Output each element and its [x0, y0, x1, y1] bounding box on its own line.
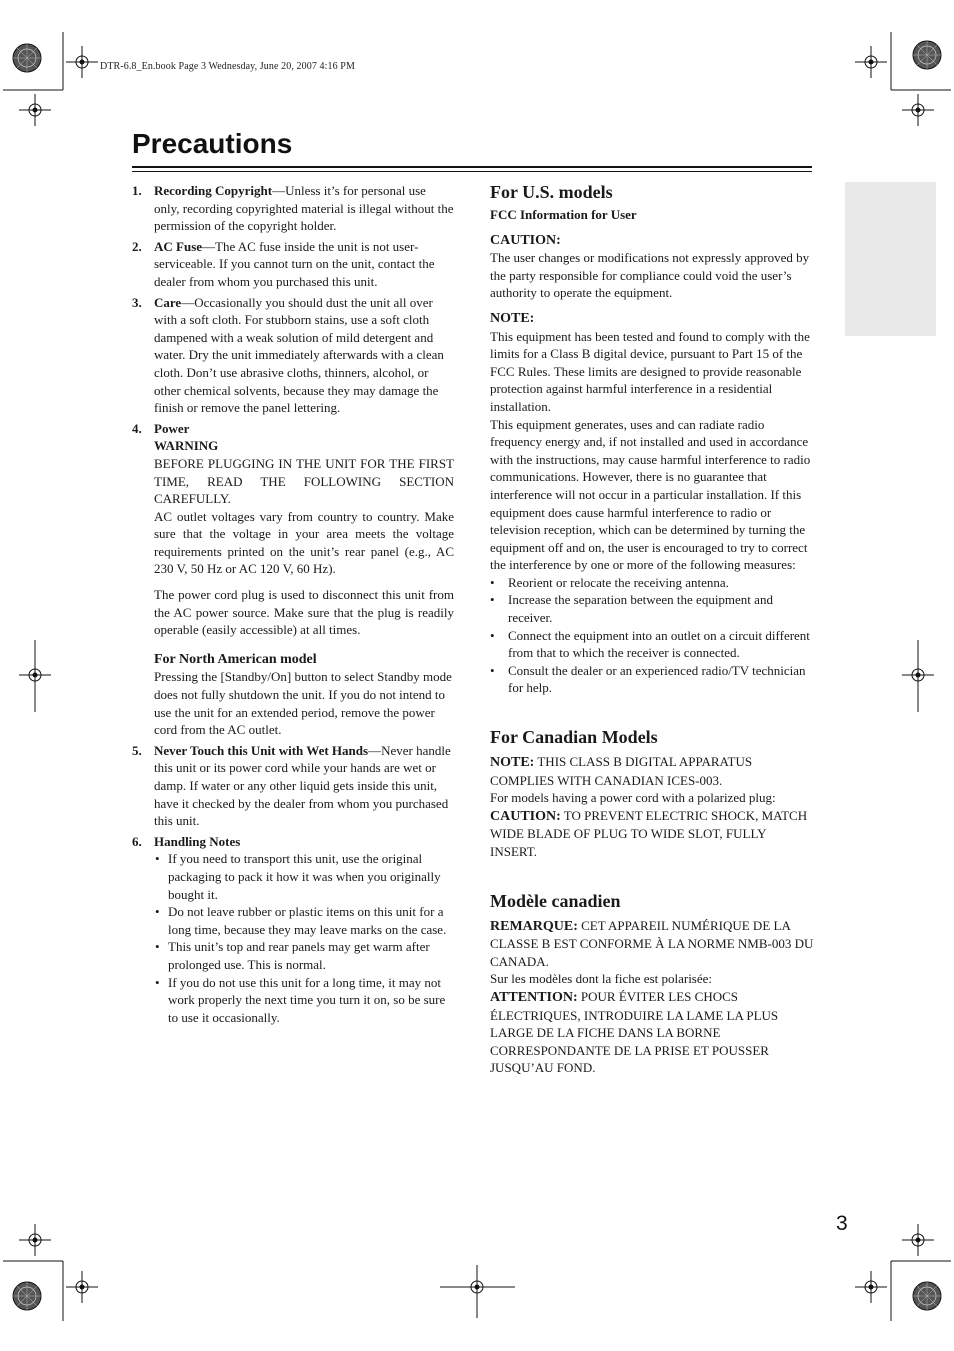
- item-text: —Unless it’s for personal use only, recording copyrighted material is illegal without the permission of the copyright holder.: [154, 183, 454, 234]
- list-item: • Consult the dealer or an experienced radio/TV technician for help.: [490, 662, 806, 696]
- item-number: 1.: [132, 183, 142, 198]
- attention-label: ATTENTION:: [490, 989, 578, 1005]
- us-note-heading: NOTE:: [490, 310, 535, 326]
- canadian-models-section: [490, 725, 814, 861]
- book-slug: DTR-6.8_En.book Page 3 Wednesday, June 20, 2007 4:16 PM: [100, 61, 355, 72]
- list-item: • Do not leave rubber or plastic items on this unit for a long time, because they may leave marks on the case.: [155, 904, 447, 937]
- canada-note-text: THIS CLASS B DIGITAL APPARATUS COMPLIES WITH CANADIAN ICES-003.: [490, 754, 753, 788]
- item-number: 2.: [132, 238, 142, 254]
- north-american-heading: For North American model: [154, 651, 317, 667]
- remarque-text: CET APPAREIL NUMÉRIQUE DE LA CLASSE B EST CONFORME À LA NORME NMB-003 DU CANADA.: [490, 917, 814, 969]
- us-note-text-1: This equipment has been tested and found to comply with the limits for a Class B digital device, pursuant to Part 15 of the FCC Rules. These limits are designed to provide reasonable protection against harmful interference in a residential installation.: [490, 328, 810, 414]
- modele-canadien-section: [490, 889, 814, 1077]
- us-models-section: [490, 180, 814, 697]
- attention-text: POUR ÉVITER LES CHOCS ÉLECTRIQUES, INTRODUIRE LA LAME LA PLUS LARGE DE LA FICHE DANS LA BORNE CORRESPONDANTE DE LA PRISE ET POUSSER JUSQU’AU FOND.: [490, 988, 779, 1076]
- list-item: • Reorient or relocate the receiving antenna.: [490, 574, 729, 590]
- remarque-label: REMARQUE:: [490, 918, 578, 934]
- cord-text: The power cord plug is used to disconnect this unit from the AC power source. Make sure that the plug is readily operable (easily accessible) at all times.: [154, 587, 454, 638]
- canada-caution-text: TO PREVENT ELECTRIC SHOCK, MATCH WIDE BLADE OF PLUG TO WIDE SLOT, FULLY INSERT.: [490, 807, 808, 859]
- title-rule-thick: [132, 166, 812, 168]
- warning-heading: WARNING: [154, 438, 219, 454]
- us-note-text-2: This equipment generates, uses and can radiate radio frequency energy and, if not installed and used in accordance with the instructions, may cause harmful interference to radio communications. However, there is no guarantee that interference will not occur in a particular installation. If this equipment does cause harmful interference to radio or television reception, which can be determined by turning the equipment off and on, the user is encouraged to try to correct the interference by one or more of the following measures:: [490, 416, 811, 573]
- us-caution-heading: CAUTION:: [490, 232, 561, 248]
- item-number: 4.: [132, 420, 142, 436]
- warning-text: BEFORE PLUGGING IN THE UNIT FOR THE FIRST TIME, READ THE FOLLOWING SECTION CAREFULLY.: [154, 455, 454, 507]
- us-caution-text: The user changes or modifications not expressly approved by the party responsible for compliance could void the user’s authority to operate the equipment.: [490, 250, 810, 301]
- list-item: • Increase the separation between the equipment and receiver.: [490, 592, 773, 626]
- canada-note-label: NOTE:: [490, 755, 535, 771]
- item-title: Power: [154, 420, 190, 436]
- item-title: Recording Copyright: [154, 183, 273, 198]
- item-title: Care: [154, 294, 182, 310]
- item-care: [132, 294, 454, 417]
- canadian-models-heading: For Canadian Models: [490, 727, 658, 748]
- list-item: • This unit’s top and rear panels may get warm after prolonged use. This is normal.: [155, 939, 430, 972]
- title-rule-thin: [132, 171, 812, 172]
- us-models-heading: For U.S. models: [490, 182, 613, 202]
- item-number: 5.: [132, 742, 142, 758]
- item-title: Handling Notes: [154, 833, 241, 849]
- fiche-text: Sur les modèles dont la fiche est polarisée:: [490, 971, 713, 987]
- item-ac-fuse: [132, 238, 454, 291]
- list-item: • If you need to transport this unit, use the original packaging to pack it how it was when you originally bought it.: [155, 851, 441, 902]
- canada-caution-label: CAUTION:: [490, 808, 561, 824]
- item-text: —Never handle this unit or its power cord while your hands are wet or damp. If water or any other liquid gets inside this unit, have it checked by the dealer from whom you purchased this unit.: [154, 742, 451, 829]
- list-item: • If you do not use this unit for a long time, it may not work properly the next time you turn it on, so be sure to use it occasionally.: [155, 974, 446, 1025]
- right-column: [490, 180, 814, 1077]
- item-recording-copyright: [132, 182, 454, 235]
- interference-measures: [490, 574, 814, 697]
- item-text: —Occasionally you should dust the unit all over with a soft cloth. For stubborn stains, use a soft cloth dampened with a weak solution of mild detergent and water. Dry the unit immediately afterwards with a clean cloth. Don’t use abrasive cloths, thinners, alcohol, or other chemical solvents, because they may damage the finish or remove the panel lettering.: [154, 294, 444, 416]
- fcc-heading: FCC Information for User: [490, 207, 637, 222]
- list-item: • Connect the equipment into an outlet on a circuit different from that to which the receiver is connected.: [490, 627, 810, 661]
- handling-bullets: [154, 850, 454, 1026]
- north-american-text: Pressing the [Standby/On] button to select Standby mode does not fully shutdown the unit. If you do not intend to use the unit for an extended period, remove the power cord from the AC outlet.: [154, 669, 452, 738]
- modele-canadien-heading: Modèle canadien: [490, 890, 621, 911]
- left-column: [132, 182, 454, 1029]
- item-text: —The AC fuse inside the unit is not user-serviceable. If you cannot turn on the unit, contact the dealer from whom you purchased this unit.: [154, 238, 435, 289]
- voltage-text: AC outlet voltages vary from country to country. Make sure that the voltage in your area meets the voltage requirements printed on the unit’s rear panel (e.g., AC 230 V, 50 Hz or AC 120 V, 60 Hz).: [154, 508, 454, 577]
- item-title: AC Fuse: [154, 238, 203, 254]
- item-title: Never Touch this Unit with Wet Hands: [154, 742, 369, 758]
- item-number: 3.: [132, 294, 142, 310]
- canada-plug-text: For models having a power cord with a polarized plug:: [490, 790, 776, 806]
- item-handling-notes: [132, 833, 454, 1027]
- section-tab: [845, 182, 936, 336]
- precaution-list: [132, 182, 454, 1026]
- item-wet-hands: [132, 742, 454, 830]
- page-title: Precautions: [132, 128, 293, 159]
- item-number: 6.: [132, 833, 142, 849]
- item-power: [132, 420, 454, 739]
- page-number: 3: [836, 1212, 848, 1235]
